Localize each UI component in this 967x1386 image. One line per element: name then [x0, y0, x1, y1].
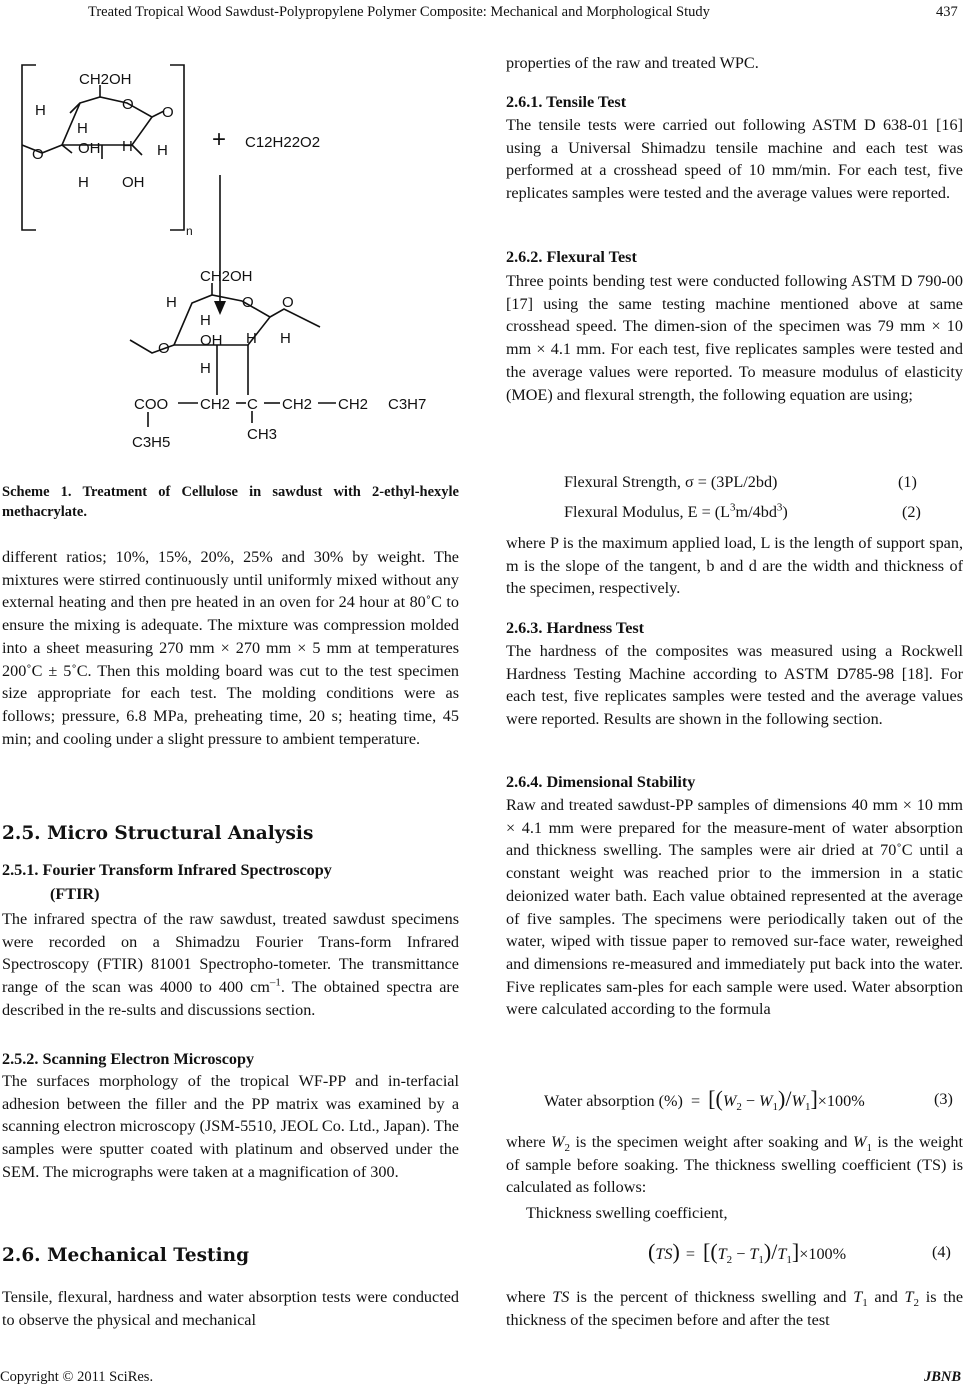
paragraph-dimensional-stability: Raw and treated sawdust-PP samples of dimensions 40 mm × 10 mm × 4.1 mm were prepared for the measure-ment of water absorption and thickness swelling. The samples were air dried at 70˚C until a constant weight was reached prior to the immersion in a static deionized water bath. Each value obtained represented at the average of five samples. The specimens were periodically taken out of the water, wiped with tissue paper to removed sur-face water, reweighed and dimensions re-measured and immediately put back into the water. Five replicates sam-ples for each sample were used. Water absorption were calculated according to the formula: [506, 796, 963, 1019]
scheme-ch2-label: CH2: [338, 396, 369, 413]
equation-3-symbol: W: [722, 1092, 737, 1110]
subscript: 1: [772, 1101, 779, 1114]
symbol: TS: [552, 1288, 570, 1306]
symbol: W: [852, 1133, 867, 1151]
heading-2-5-1: 2.5.1. Fourier Transform Infrared Spectroscopy: [2, 861, 332, 879]
subscript: 1: [866, 1142, 872, 1155]
heading-2-5: 2.5. Micro Structural Analysis: [2, 823, 314, 844]
scheme-ch2oh-label: CH2OH: [200, 268, 253, 285]
journal-abbrev: JBNB: [924, 1369, 962, 1385]
paragraph-ts-definition: [506, 1286, 963, 1331]
scheme-h-label: H: [78, 174, 89, 191]
scheme-h-label: H: [200, 360, 211, 377]
text: where: [506, 1288, 553, 1306]
scheme-o-label: O: [242, 294, 254, 311]
scheme-1-figure: [2, 55, 459, 485]
equation-3: Water absorption (%) = $[(W_2 - W_1)/W_1]\times 100\%$: [544, 1086, 865, 1114]
scheme-oh-label: OH: [200, 332, 223, 349]
page-number: 437: [936, 4, 958, 20]
text: is the percent of thickness swelling and: [569, 1288, 854, 1306]
running-title: Treated Tropical Wood Sawdust-Polypropylene Polymer Composite: Mechanical and Morphological Study: [88, 4, 710, 20]
scheme-n-label: n: [186, 224, 193, 238]
equation-2: [564, 500, 788, 524]
scheme-h-label: H: [35, 102, 46, 119]
equation-2-number: (2): [902, 503, 921, 521]
scheme-h-label: H: [200, 312, 211, 329]
heading-2-6: 2.6. Mechanical Testing: [2, 1245, 250, 1266]
equation-1-number: (1): [898, 473, 917, 491]
subscript: 1: [758, 1254, 764, 1267]
equation-3-percent: ×100%: [817, 1092, 865, 1110]
text: is the specimen weight after soaking and: [570, 1133, 853, 1151]
scheme-h-label: H: [122, 138, 133, 155]
heading-2-6-1: 2.6.1. Tensile Test: [506, 93, 627, 111]
subscript: 1: [786, 1254, 792, 1267]
symbol: T: [853, 1288, 863, 1306]
equation-3-label: Water absorption (%): [544, 1092, 683, 1110]
scheme-h-label: H: [246, 330, 257, 347]
copyright: Copyright © 2011 SciRes.: [0, 1369, 154, 1385]
equation-1-text: Flexural Strength, σ = (3PL/2bd): [564, 473, 778, 491]
paragraph-flexural: Three points bending test were conducted following ASTM D 790-00 [17] using the same testing machine mentioned above at same crosshead speed. The dimen-sion of the specimen was 79 mm × 10 mm × 4.1 mm. For each test, five replicates samples were tested and the average values were reported. To measure modulus of elasticity (MOE) and flexural strength, the following equation are using;: [506, 272, 963, 404]
paragraph-weight-definition: [506, 1131, 963, 1199]
paragraph-ftir: [2, 908, 459, 1022]
paragraph-ftir-text-end: . The obtained spectra are described in the re-sults and discussions section.: [2, 978, 460, 1019]
equation-2-text: ): [782, 503, 788, 521]
equation-4-symbol: TS: [655, 1245, 673, 1263]
paragraph-sem: The surfaces morphology of the tropical WF-PP and in-terfacial adhesion between the filler and the PP matrix was examined by a scanning electron microscopy (JSM-5510, JEOL Co. Ltd., Japan). The samples were sputter coated with platinum and observed under the SEM. The micrographs were taken at a magnification of 300.: [2, 1072, 459, 1181]
scheme-c3h7-label: C3H7: [388, 396, 427, 413]
text: is the weight of sample before soaking. The thickness swelling coefficient (TS) is calculated as follows:: [506, 1133, 964, 1197]
scheme-ch2-label: CH2: [200, 396, 231, 413]
scheme-o-label: O: [282, 294, 294, 311]
subscript: 2: [564, 1142, 571, 1155]
scheme-ch2oh-label: CH2OH: [79, 71, 132, 88]
heading-2-6-3: 2.6.3. Hardness Test: [506, 619, 645, 637]
heading-2-6-2: 2.6.2. Flexural Test: [506, 248, 637, 266]
paragraph-hardness: The hardness of the composites was measured using a Rockwell Hardness Testing Machine according to ASTM D785-98 [18]. For each test, five replicates samples were tested and the average values were reported. Results are shown in the following section.: [506, 642, 963, 729]
subscript: 2: [913, 1297, 920, 1310]
heading-2-5-2: 2.5.2. Scanning Electron Microscopy: [2, 1050, 255, 1068]
equation-4-number: (4): [932, 1243, 951, 1261]
paragraph-equation-variables: where P is the maximum applied load, L is the length of support span, m is the slope of the tangent, b and d are the width and thickness of the specimen, respectively.: [506, 534, 963, 598]
symbol: W: [551, 1133, 565, 1151]
scheme-h-label: H: [166, 294, 177, 311]
scheme-h-label: H: [157, 142, 168, 159]
heading-2-6-4: 2.6.4. Dimensional Stability: [506, 773, 696, 791]
scheme-caption: Scheme 1. Treatment of Cellulose in sawdust with 2-ethyl-hexyle methacrylate.: [2, 484, 459, 520]
equation-4-percent: ×100%: [799, 1245, 847, 1263]
scheme-oh-label: OH: [78, 140, 101, 157]
paragraph-mechanical-testing: Tensile, flexural, hardness and water absorption tests were conducted to observe the physical and mechanical: [2, 1288, 459, 1329]
text: where: [506, 1133, 552, 1151]
text: and: [867, 1288, 905, 1306]
paragraph-thickness-swelling-label: Thickness swelling coefficient,: [526, 1204, 728, 1222]
scheme-o-label: O: [158, 340, 170, 357]
equation-2-text: m/4bd: [735, 503, 777, 521]
paragraph-ftir-text: The infrared spectra of the raw sawdust, treated sawdust specimens were recorded on a Shimadzu Fourier Trans-form Infrared Spectroscopy (FTIR) 81001 Spectropho-tometer. The transmittance range of the scan was 4000 to 400 cm: [2, 910, 459, 997]
equation-3-symbol: W: [791, 1092, 805, 1110]
paragraph-compression-molding: different ratios; 10%, 15%, 20%, 25% and 30% by weight. The mixtures were stirred continuously until uniformly mixed without any external heating and then pre heated in an oven for 24 hour at 80˚C to ensure the mixing is adequate. The mixture was compression molded into a sheet measuring 270 mm × 270 mm × 5 mm at temperatures 200˚C ± 5˚C. Then this molding board was cut to the test specimen size appropriate for each test. The molding conditions were as follows; pressure, 6.8 MPa, preheating time, 20 s; heating time, 45 min; and cooling under a slight pressure to ambient temperature.: [2, 548, 459, 748]
scheme-c3h5-label: C3H5: [132, 434, 171, 451]
scheme-ch2-label: CH2: [282, 396, 313, 413]
scheme-o-label: O: [162, 104, 174, 121]
superscript: –1: [269, 976, 281, 989]
equation-3-symbol: W: [759, 1092, 773, 1110]
scheme-coo-label: COO: [134, 396, 169, 413]
equation-2-text: Flexural Modulus, E = (L: [564, 503, 731, 521]
equation-3-number: (3): [934, 1090, 953, 1108]
scheme-reagent-label: C12H22O2: [245, 134, 321, 151]
scheme-o-label: O: [32, 146, 44, 163]
scheme-o-label: O: [122, 96, 134, 113]
equation-4-symbol: T: [717, 1245, 727, 1263]
heading-2-5-1-cont: (FTIR): [50, 885, 100, 903]
scheme-ch3-label: CH3: [247, 426, 278, 443]
equation-1: [564, 470, 777, 494]
subscript: 2: [736, 1101, 742, 1114]
paragraph-properties: properties of the raw and treated WPC.: [506, 54, 759, 72]
scheme-h-label: H: [280, 330, 291, 347]
equation-4-symbol: T: [777, 1245, 787, 1263]
equation-4-symbol: T: [749, 1245, 759, 1263]
symbol: T: [904, 1288, 914, 1306]
paragraph-tensile: The tensile tests were carried out following ASTM D 638-01 [16] using a Universal Shimadzu tensile machine and each test was performed at a crosshead speed of 10 mm/min. For each test, five replicates samples were tested and the average values were reported.: [506, 116, 963, 203]
subscript: 1: [862, 1297, 868, 1310]
scheme-h-label: H: [77, 120, 88, 137]
subscript: 1: [804, 1101, 811, 1114]
scheme-c-label: C: [247, 396, 258, 413]
text: is the thickness of the specimen before and after the test: [506, 1288, 964, 1329]
scheme-oh-label: OH: [122, 174, 145, 191]
superscript: 3: [730, 501, 736, 514]
superscript: 3: [776, 501, 783, 514]
scheme-plus-sign: +: [212, 126, 227, 153]
equation-4: $(TS) = [(T_2 - T_1)/T_1]\times 100\%$: [648, 1239, 847, 1267]
subscript: 2: [726, 1254, 733, 1267]
